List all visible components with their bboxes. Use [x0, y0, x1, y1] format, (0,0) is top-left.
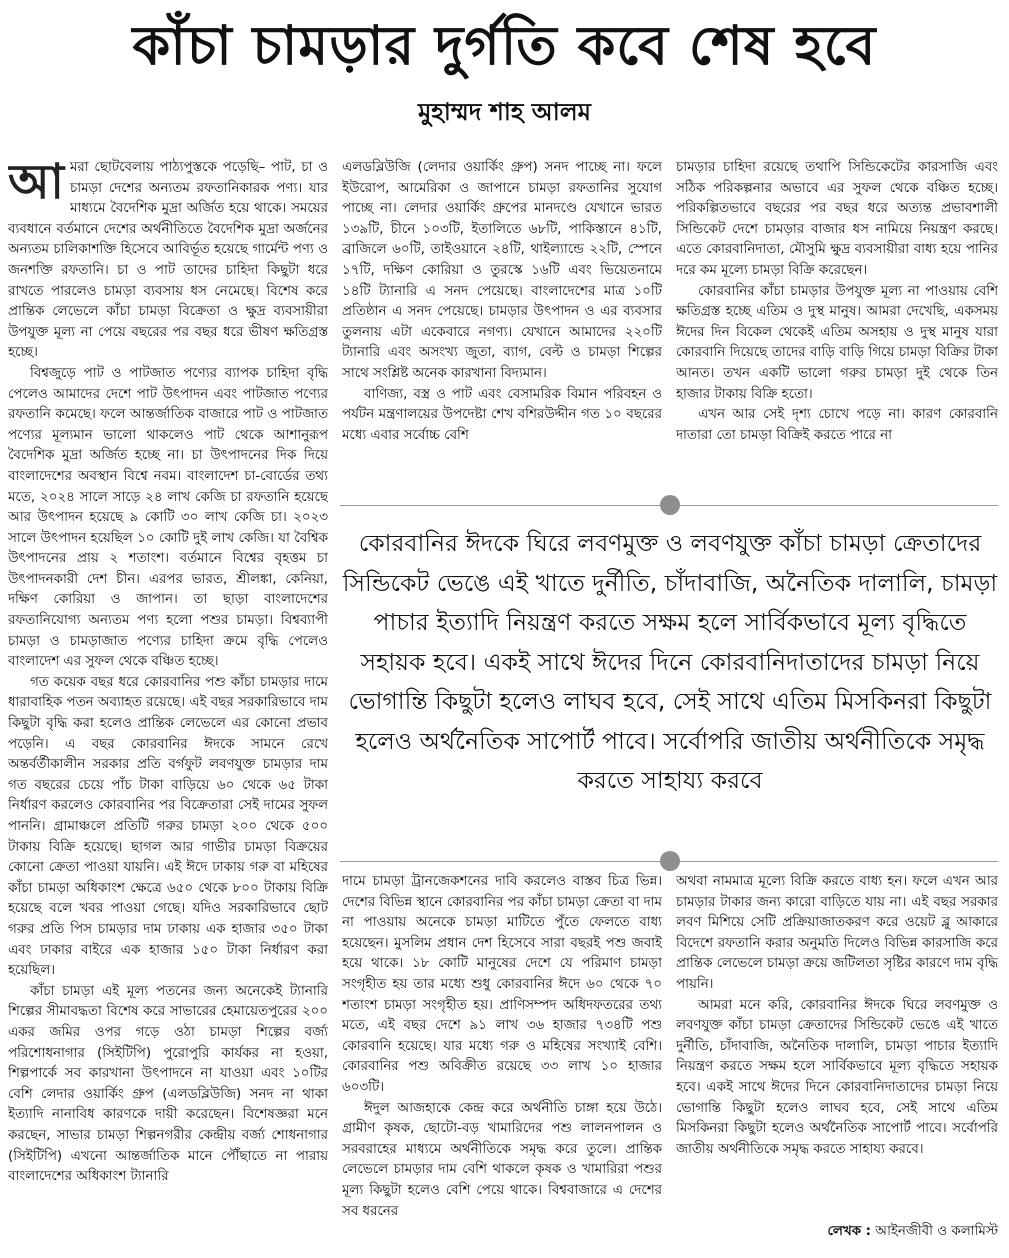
author-description: আইনজীবী ও কলামিস্ট	[875, 1224, 998, 1239]
pullquote-dot-top	[660, 495, 680, 515]
article-column-2-top	[342, 158, 662, 488]
paragraph	[8, 158, 328, 364]
paragraph: এখন আর সেই দৃশ্য চোখে পড়ে না। কারণ কোরবানি দাতারা তো চামড়া বিক্রিই করতে পারে না	[676, 407, 998, 443]
pullquote-rule-bottom-right	[680, 861, 998, 862]
drop-cap: আ	[8, 158, 64, 210]
paragraph: কাঁচা চামড়া এই মূল্য পতনের জন্য অনেকেই ট্যানারি শিল্পের সীমাবদ্ধতা বিশেষ করে সাভারের হেমায়েতপুরের ২০০ একর জমির ওপর গড়ে ওঠা চামড়া শিল্পের বর্জ্য পরিশোধনাগার (সিইটিপি) পুরোপুরি কার্যকর না হওয়া, শিল্পপার্কে সব কারখানা উৎপাদনে না যাওয়া এবং ১০টির বেশি লেদার ওয়ার্কিং গ্রুপ (এলডব্লিউজি) সনদ না থাকা ইত্যাদি নানাবিধ কারণকে দায়ী করেছেন। বিশেষজ্ঞরা মনে করছেন, সাভার চামড়া শিল্পনগরীর কেন্দ্রীয় বর্জ্য শোধনাগার (সিইটিপি) এখনো আন্তর্জাতিক মানে পৌঁছাতে না পারায় বাংলাদেশের অধিকাংশ ট্যানারি	[8, 983, 328, 1185]
paragraph: কোরবানির কাঁচা চামড়ার উপযুক্ত মূল্য না পাওয়ায় বেশি ক্ষতিগ্রস্ত হচ্ছে এতিম ও দুস্থ মানুষ। আমরা দেখেছি, একসময় ঈদের দিন বিকেল থেকেই এতিম অসহায় ও দুস্থ মানুষ যারা কোরবানি দিয়েছে তাদের বাড়ি বাড়ি গিয়ে চামড়া বিক্রির টাকা আনত। তখন একটি ভালো গরুর চামড়া দুই থেকে তিন হাজার টাকায় বিক্রি হতো।	[676, 283, 998, 402]
article-column-1	[8, 158, 328, 1258]
paragraph: এলডব্লিউজি (লেদার ওয়ার্কিং গ্রুপ) সনদ পাচ্ছে না। ফলে ইউরোপ, আমেরিকা ও জাপানে চামড়া রফতানির সুযোগ পাচ্ছে না। লেদার ওয়ার্কিং গ্রুপের মানদণ্ডে যেখানে ভারত ১৩৯টি, চীনে ১০৩টি, ইতালিতে ৬৮টি, পাকিস্তানে ৪১টি, ব্রাজিলে ৬০টি, তাইওয়ানে ২৪টি, থাইল্যান্ডে ২২টি, স্পেনে ১৭টি, দক্ষিণ কোরিয়া ও তুরস্কে ১৬টি এবং ভিয়েতনামে ১৪টি ট্যানারি এ সনদ পেয়েছে। বাংলাদেশের মাত্র ১০টি প্রতিষ্ঠান এ সনদ পেয়েছে। চামড়ার উৎপাদন ও এর ব্যবসার তুলনায় এটা একেবারে নগণ্য। যেখানে আমাদের ২২০টি ট্যানারি এবং অসংখ্য জুতা, ব্যাগ, বেল্ট ও চামড়া শিল্পের সাথে সংশ্লিষ্ট অনেক কারখানা বিদ্যমান।	[342, 160, 662, 381]
paragraph-text: মরা ছোটবেলায় পাঠ্যপুস্তকে পড়েছি– পাট, চা ও চামড়া দেশের অন্যতম রফতানিকারক পণ্য। যার মাধ্যমে বৈদেশিক মুদ্রা অর্জিত হয়ে থাকে। সময়ের ব্যবধানে বর্তমানে দেশের অর্থনীতিতে বৈদেশিক মুদ্রা অর্জনের অন্যতম চালিকাশক্তি হিসেবে আবির্ভূত হয়েছে গার্মেন্ট পণ্য ও জনশক্তি রফতানি। চা ও পাট তাদের চাহিদা কিছুটা ধরে রাখতে পারলেও চামড়া ব্যবসায় ধস নেমেছে। বিশেষ করে প্রান্তিক লেভেলে কাঁচা চামড়া বিক্রেতা ও ক্ষুদ্র ব্যবসায়ীরা উপযুক্ত মূল্য না পেয়ে বছরের পর বছর ধরে ভীষণ ক্ষতিগ্রস্ত হচ্ছে।	[8, 160, 328, 361]
paragraph: ঈদুল আজহাকে কেন্দ্র করে অর্থনীতি চাঙ্গা হয়ে উঠে। গ্রামীণ কৃষক, ছোটো-বড় খামারিদের পশু লালনপালন ও সরবরাহের মাধ্যমে অর্থনীতিকে সমৃদ্ধ করে তুলে। প্রান্তিক লেভেলে চামড়ার দাম বেশি থাকলে কৃষক ও খামারিরা পশুর মূল্য কিছুটা হলেও বেশি পেয়ে থাকে। বিশ্ববাজারে এ দেশের সব ধরনের	[342, 1100, 662, 1219]
article-headline: কাঁচা চামড়ার দুর্গতি কবে শেষ হবে	[132, 14, 877, 77]
paragraph: গত কয়েক বছর ধরে কোরবানির পশু কাঁচা চামড়ার দামে ধারাবাহিক পতন অব্যাহত রয়েছে। এই বছর সরকারিভাবে দাম কিছুটা বৃদ্ধি করা হলেও প্রান্তিক লেভেলে এর কোনো প্রভাব পড়েনি। এ বছর কোরবানির ঈদকে সামনে রেখে অন্তর্বর্তীকালীন সরকার প্রতি বর্গফুট লবণযুক্ত চামড়ার দাম গত বছরের চেয়ে পাঁচ টাকা বাড়িয়ে ৬০ থেকে ৬৫ টাকা নির্ধারণ করলেও কোরবানির পর বিক্রেতারা সেই দামের সুফল পাননি। গ্রামাঞ্চলে প্রতিটি গরুর চামড়া ২০০ থেকে ৫০০ টাকায় বিক্রি হয়েছে। ছাগল আর গাভীর চামড়া বিক্রয়ের কোনো ক্রেতা পাওয়া যায়নি। এই ঈদে ঢাকায় গরু বা মহিষের কাঁচা চামড়া অধিকাংশ ক্ষেত্রে ৬৫০ থেকে ৮০০ টাকায় বিক্রি হয়েছে বলে খবর পাওয়া গেছে। যদিও সরকারিভাবে ছোট গরুর প্রতি পিস চামড়ার দাম ঢাকায় এক হাজার ৩৫০ টাকা এবং ঢাকার বাইরে এক হাজার ১৫০ টাকা নির্ধারণ করা হয়েছিল।	[8, 674, 328, 979]
paragraph: আমরা মনে করি, কোরবানির ঈদকে ঘিরে লবণমুক্ত ও লবণযুক্ত কাঁচা চামড়া ক্রেতাদের সিন্ডিকেট ভেঙে এই খাতে দুর্নীতি, চাঁদাবাজি, অনৈতিক দালালি, চামড়া পাচার ইত্যাদি নিয়ন্ত্রণ করতে সক্ষম হলে সার্বিকভাবে মূল্য বৃদ্ধিতে সহায়ক হবে। একই সাথে ঈদের দিনে কোরবানিদাতাদের চামড়া নিয়ে ভোগান্তি কিছুটা হলেও লাঘব হবে, সেই সাথে এতিম মিসকিনরা কিছুটা হলেও অর্থনৈতিক সাপোর্ট পাবে। সর্বোপরি জাতীয় অর্থনীতিকে সমৃদ্ধ করতে সাহায্য করবে।	[676, 997, 998, 1157]
paragraph: অথবা নামমাত্র মূল্যে বিক্রি করতে বাধ্য হন। ফলে এখন আর চামড়ার টাকার জন্য কারো বাড়িতে যায় না। এই বছর সরকার লবণ মিশিয়ে সেটি প্রক্রিয়াজাতকরণ করে ওয়েট ব্লু আকারে বিদেশে রফতানি করার অনুমতি দিলেও বিভিন্ন কারসাজি করে প্রান্তিক লেভেলে চামড়া ক্রয়ে জটিলতা সৃষ্টির কারণে দাম বৃদ্ধি পায়নি।	[676, 874, 998, 992]
paragraph: দামে চামড়া ট্রানজেকশনের দাবি করলেও বাস্তব চিত্র ভিন্ন। দেশের বিভিন্ন স্থানে কোরবানির পর কাঁচা চামড়া ক্রেতা বা দাম না পাওয়ায় অনেকে চামড়া মাটিতে পুঁতে ফেলতে বাধ্য হয়েছেন। মুসলিম প্রধান দেশ হিসেবে সারা বছরই পশু জবাই হয়ে থাকে। ১৮ কোটি মানুষের দেশে যে পরিমাণ চামড়া সংগৃহীত হয় তার মধ্যে শুধু কোরবানির ঈদে ৬০ থেকে ৭০ শতাংশ চামড়া সংগৃহীত হয়। প্রাণিসম্পদ অধিদফতরের তথ্য মতে, এই বছর দেশে ৯১ লাখ ৩৬ হাজার ৭৩৪টি পশু কোরবানি হয়েছে। যার মধ্যে গরু ও মহিষের সংখ্যাই বেশি। কোরবানির পশু অবিক্রীত রয়েছে ৩৩ লাখ ১০ হাজার ৬০৩টি।	[342, 874, 662, 1095]
article-byline: মুহাম্মদ শাহ আলম	[417, 98, 591, 126]
article-column-2-bottom	[342, 872, 662, 1257]
author-label: লেখক :	[827, 1224, 872, 1239]
article-column-3-bottom	[676, 872, 998, 1222]
pullquote-rule-top-right	[680, 505, 998, 506]
pullquote-rule-bottom-left	[340, 861, 660, 862]
pullquote-rule-top-left	[340, 505, 660, 506]
pull-quote: কোরবানির ঈদকে ঘিরে লবণমুক্ত ও লবণযুক্ত কাঁচা চামড়া ক্রেতাদের সিন্ডিকেট ভেঙে এই খাতে দুর্নীতি, চাঁদাবাজি, অনৈতিক দালালি, চামড়া পাচার ইত্যাদি নিয়ন্ত্রণ করতে সক্ষম হলে সার্বিকভাবে মূল্য বৃদ্ধিতে সহায়ক হবে। একই সাথে ঈদের দিনে কোরবানিদাতাদের চামড়া নিয়ে ভোগান্তি কিছুটা হলেও লাঘব হবে, সেই সাথে এতিম মিসকিনরা কিছুটা হলেও অর্থনৈতিক সাপোর্ট পাবে। সর্বোপরি জাতীয় অর্থনীতিকে সমৃদ্ধ করতে সাহায্য করবে	[342, 529, 998, 794]
article-column-3-top	[676, 158, 998, 488]
paragraph: বিশ্বজুড়ে পাট ও পাটজাত পণ্যের ব্যাপক চাহিদা বৃদ্ধি পেলেও আমাদের দেশে পাট উৎপাদন এবং পাটজাত পণ্যের রফতানি কমেছে। ফলে আন্তর্জাতিক বাজারে পাট ও পাটজাত পণ্যের মূল্যমান ভালো থাকলেও পাট থেকে আশানুরূপ বৈদেশিক মুদ্রা অর্জিত হচ্ছে না। চা উৎপাদনের দিক দিয়ে বাংলাদেশের অবস্থান বিশ্বে নবম। বাংলাদেশ চা-বোর্ডের তথ্য মতে, ২০২৪ সালে সাড়ে ২৪ লাখ কেজি চা রফতানি হয়েছে আর উৎপাদন হয়েছে ৯ কোটি ৩০ লাখ কেজি চা। ২০২৩ সালে উৎপাদন হয়েছিল ১০ কোটি দুই লাখ কেজি। যা বৈশ্বিক উৎপাদনের প্রায় ২ শতাংশ। বর্তমানে বিশ্বের বৃহত্তম চা উৎপাদনকারী দেশ চীন। এরপর ভারত, শ্রীলঙ্কা, কেনিয়া, দক্ষিণ কোরিয়া ও জাপান। তা ছাড়া বাংলাদেশের রফতানিযোগ্য অন্যতম পণ্য হলো পশুর চামড়া। বিশ্বব্যাপী চামড়া ও চামড়াজাত পণ্যের চাহিদা ক্রমে বৃদ্ধি পেলেও বাংলাদেশ এর সুফল থেকে বঞ্চিত হচ্ছে।	[8, 365, 328, 670]
paragraph: চামড়ার চাহিদা রয়েছে তথাপি সিন্ডিকেটের কারসাজি এবং সঠিক পরিকল্পনার অভাবে এর সুফল থেকে বঞ্চিত হচ্ছে। পরিকল্পিতভাবে বছরের পর বছর ধরে অত্যন্ত প্রভাবশালী সিন্ডিকেট দেশে চামড়ার বাজার ধস নামিয়ে নিয়ন্ত্রণ করছে। এতে কোরবানিদাতা, মৌসুমি ক্ষুদ্র ব্যবসায়ীরা বাধ্য হয়ে পানির দরে কম মূল্যে চামড়া বিক্রি করেছেন।	[676, 160, 998, 278]
author-credit	[676, 1222, 998, 1242]
paragraph: বাণিজ্য, বস্ত্র ও পাট এবং বেসামরিক বিমান পরিবহন ও পর্যটন মন্ত্রণালয়ের উপদেষ্টা শেখ বশিরউদ্দীন গত ১০ বছরের মধ্যে এবার সর্বোচ্চ বেশি	[342, 386, 662, 443]
pullquote-dot-bottom	[660, 851, 680, 871]
